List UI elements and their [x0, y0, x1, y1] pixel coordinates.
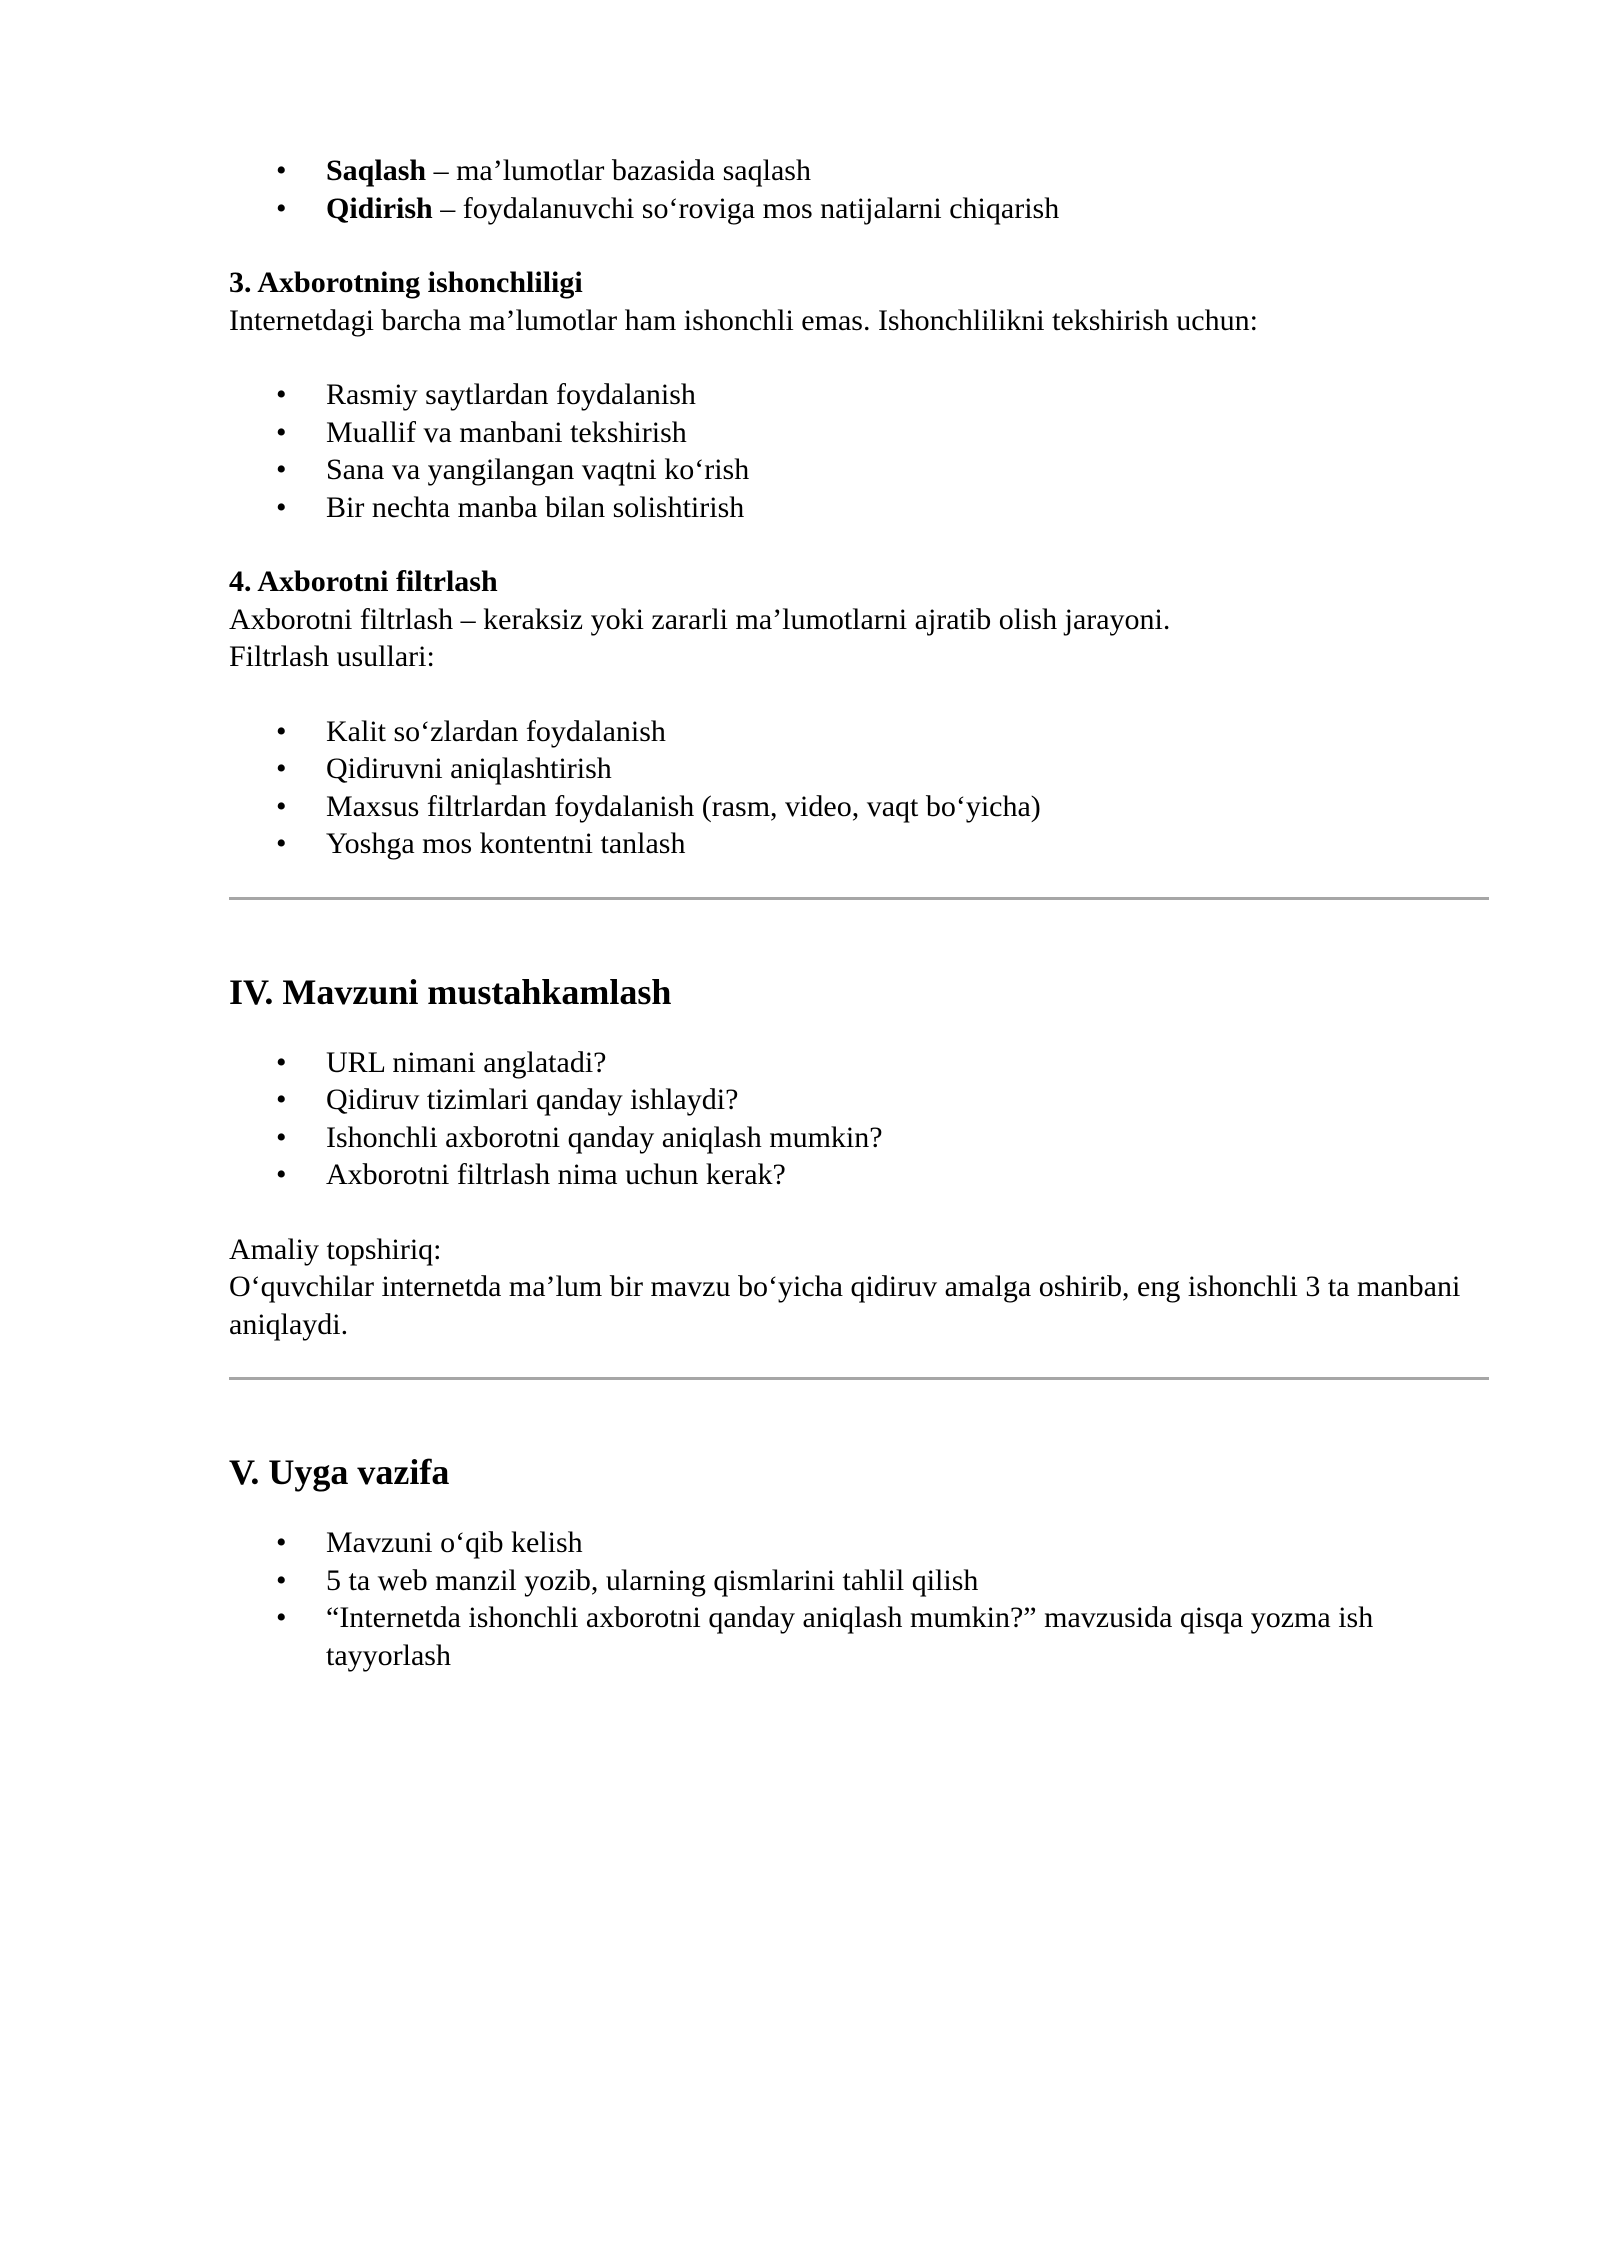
filtering-list [229, 713, 1489, 863]
list-item: • Maxsus filtrlardan foydalanish (rasm, video, vaqt bo‘yicha) [229, 788, 1489, 826]
list-item [229, 190, 1489, 228]
review-questions-list [229, 1044, 1489, 1194]
spacer [229, 863, 1489, 897]
section-definition: Axborotni filtrlash – keraksiz yoki zararli ma’lumotlarni ajratib olish jarayoni. [229, 602, 1171, 636]
list-item: • Yoshga mos kontentni tanlash [229, 825, 1489, 863]
list-item: • Kalit so‘zlardan foydalanish [229, 713, 1489, 751]
term-label: Qidirish [326, 191, 433, 225]
section-subtitle: Filtrlash usullari: [229, 640, 435, 673]
list-item: • Muallif va manbani tekshirish [229, 414, 1489, 452]
term-label: Saqlash [326, 154, 427, 187]
spacer [229, 900, 1489, 970]
list-item: • Ishonchli axborotni qanday aniqlash mumkin? [229, 1119, 1489, 1157]
part-heading-reinforcement: IV. Mavzuni mustahkamlash [229, 971, 672, 1012]
list-item: • 5 ta web manzil yozib, ularning qismlarini tahlil qilish [229, 1562, 1489, 1600]
list-item: • Mavzuni o‘qib kelish [229, 1524, 1489, 1562]
list-item: • Bir nechta manba bilan solishtirish [229, 489, 1489, 527]
section-heading-reliability: 3. Axborotning ishonchliligi [229, 266, 583, 299]
task-label: Amaliy topshiriq: [229, 1232, 442, 1266]
list-item: • URL nimani anglatadi? [229, 1044, 1489, 1082]
spacer [229, 526, 1489, 563]
reliability-list [229, 376, 1489, 526]
spacer [229, 1014, 1489, 1044]
list-item: • Qidiruv tizimlari qanday ishlaydi? [229, 1081, 1489, 1119]
list-item: • Axborotni filtrlash nima uchun kerak? [229, 1156, 1489, 1194]
list-item: • “Internetda ishonchli axborotni qanday aniqlash mumkin?” mavzusida qisqa yozma ish tayyorlash [229, 1599, 1489, 1674]
list-item: • Sana va yangilangan vaqtni ko‘rish [229, 451, 1489, 489]
part-heading-homework: V. Uyga vazifa [229, 1452, 450, 1492]
homework-list [229, 1524, 1489, 1674]
section-intro: Internetdagi barcha ma’lumotlar ham ishonchli emas. Ishonchlilikni tekshirish uchun: [229, 303, 1258, 337]
spacer [229, 1494, 1489, 1524]
list-item: • Qidiruvni aniqlashtirish [229, 750, 1489, 788]
storage-search-list [229, 152, 1489, 227]
spacer [229, 227, 1489, 264]
term-description: – ma’lumotlar bazasida saqlash [426, 154, 811, 187]
section-heading-filtering: 4. Axborotni filtrlash [229, 565, 498, 598]
task-text: O‘quvchilar internetda ma’lum bir mavzu bo‘yicha qidiruv amalga oshirib, eng ishonchli 3 ta manbani aniqlaydi. [229, 1270, 1461, 1341]
spacer [229, 1343, 1489, 1377]
spacer [229, 1380, 1489, 1450]
list-item [229, 152, 1489, 190]
document-page [229, 152, 1489, 1674]
list-item: • Rasmiy saytlardan foydalanish [229, 376, 1489, 414]
term-description: – foydalanuvchi so‘roviga mos natijalarni chiqarish [432, 191, 1060, 225]
spacer [229, 1194, 1489, 1231]
spacer [229, 676, 1489, 713]
spacer [229, 339, 1489, 376]
